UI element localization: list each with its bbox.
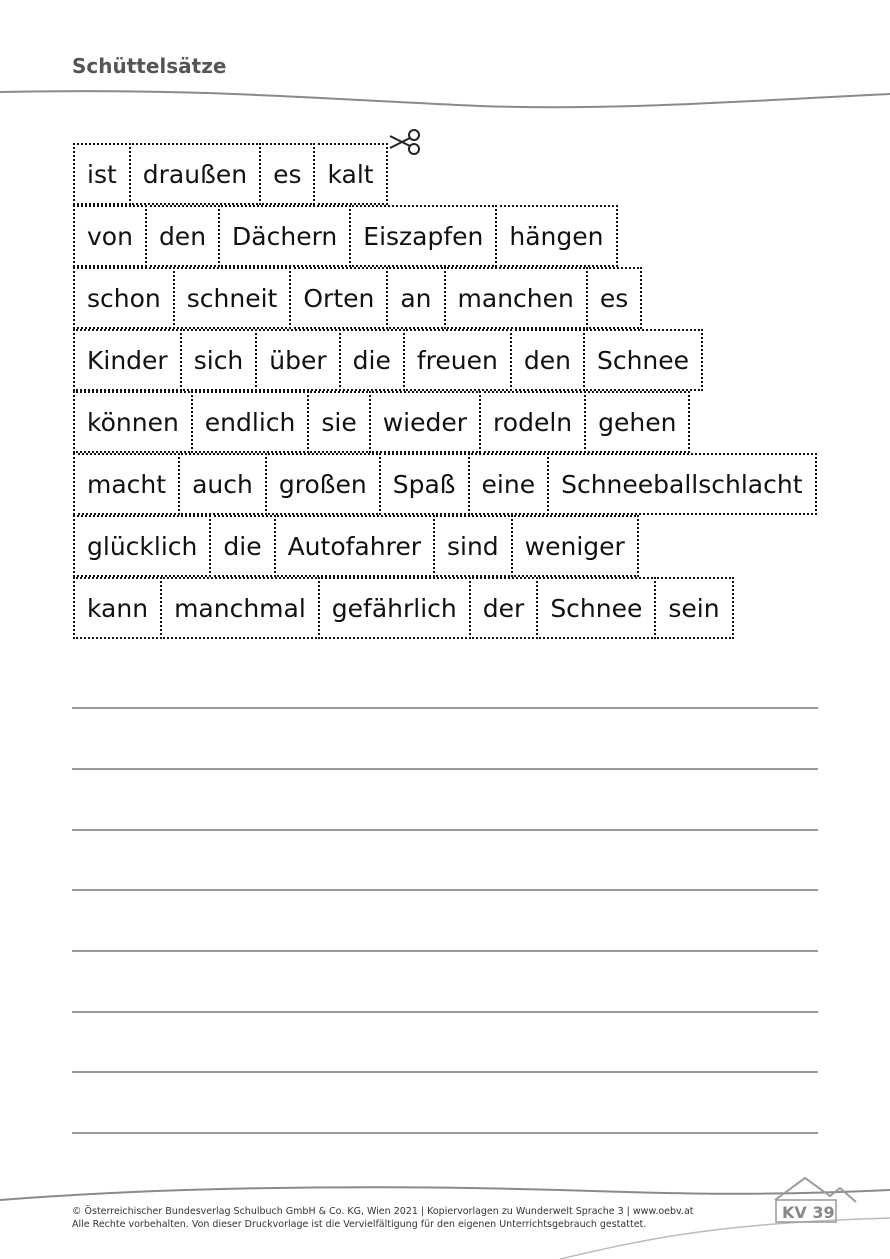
word-card[interactable]: Kinder [73, 329, 182, 391]
word-card[interactable]: den [145, 205, 220, 267]
word-card[interactable]: schon [73, 267, 175, 329]
word-card[interactable]: manchmal [160, 577, 320, 639]
word-card[interactable]: die [209, 515, 275, 577]
word-card[interactable]: Eiszapfen [349, 205, 497, 267]
word-card-row [73, 391, 690, 453]
word-card[interactable]: macht [73, 453, 180, 515]
word-card[interactable]: über [255, 329, 340, 391]
word-card[interactable]: sie [307, 391, 370, 453]
writing-line[interactable] [72, 707, 818, 709]
word-card[interactable]: glücklich [73, 515, 211, 577]
word-card[interactable]: Orten [289, 267, 388, 329]
word-card[interactable]: großen [265, 453, 381, 515]
header-wave-divider [0, 86, 890, 116]
word-card[interactable]: es [586, 267, 642, 329]
word-card[interactable]: können [73, 391, 193, 453]
writing-line[interactable] [72, 889, 818, 891]
writing-line[interactable] [72, 829, 818, 831]
word-card[interactable]: sein [654, 577, 733, 639]
writing-line[interactable] [72, 768, 818, 770]
word-card[interactable]: Schnee [536, 577, 656, 639]
word-card[interactable]: rodeln [479, 391, 586, 453]
writing-line[interactable] [72, 1071, 818, 1073]
word-card[interactable]: gehen [584, 391, 690, 453]
word-card-row [73, 267, 642, 329]
writing-line[interactable] [72, 1132, 818, 1134]
word-card[interactable]: hängen [495, 205, 617, 267]
word-card[interactable]: Dächern [218, 205, 351, 267]
copyright-text: © Österreichischer Bundesverlag Schulbuch GmbH & Co. KG, Wien 2021 | Kopiervorlagen zu Wunderwelt Sprache 3 | www.oebv.at [72, 1206, 694, 1217]
rights-notice-text: Alle Rechte vorbehalten. Von dieser Druckvorlage ist die Vervielfältigung für den eigenen Unterrichtsgebrauch gestattet. [72, 1219, 647, 1230]
word-card[interactable]: die [339, 329, 405, 391]
writing-line[interactable] [72, 1011, 818, 1013]
word-card[interactable]: den [510, 329, 585, 391]
word-card[interactable]: an [386, 267, 445, 329]
word-card[interactable]: Autofahrer [274, 515, 435, 577]
word-card[interactable]: schneit [173, 267, 292, 329]
scissors-icon [388, 128, 424, 156]
word-card[interactable]: manchen [444, 267, 588, 329]
word-card[interactable]: endlich [191, 391, 310, 453]
word-card[interactable]: Schnee [583, 329, 703, 391]
word-card[interactable]: gefährlich [318, 577, 471, 639]
word-card[interactable]: der [469, 577, 539, 639]
page-number-badge: KV 39 [782, 1203, 835, 1222]
word-card[interactable]: auch [178, 453, 267, 515]
word-card[interactable]: es [259, 143, 315, 205]
word-card-row [73, 453, 817, 515]
word-card[interactable]: ist [73, 143, 131, 205]
word-card[interactable]: draußen [129, 143, 261, 205]
page-title: Schüttelsätze [72, 54, 227, 78]
word-card[interactable]: Schneeballschlacht [547, 453, 816, 515]
word-card-row [73, 329, 703, 391]
word-card-row [73, 515, 639, 577]
word-card[interactable]: sich [180, 329, 258, 391]
word-card[interactable]: wieder [369, 391, 481, 453]
word-card-row [73, 577, 734, 639]
word-card[interactable]: eine [468, 453, 550, 515]
word-card[interactable]: kann [73, 577, 162, 639]
word-card[interactable]: sind [433, 515, 513, 577]
word-card[interactable]: freuen [403, 329, 512, 391]
word-card-row [73, 143, 388, 205]
word-card[interactable]: von [73, 205, 147, 267]
word-card[interactable]: kalt [313, 143, 387, 205]
word-card[interactable]: weniger [511, 515, 639, 577]
word-card-row [73, 205, 618, 267]
writing-line[interactable] [72, 950, 818, 952]
word-card[interactable]: Spaß [379, 453, 470, 515]
